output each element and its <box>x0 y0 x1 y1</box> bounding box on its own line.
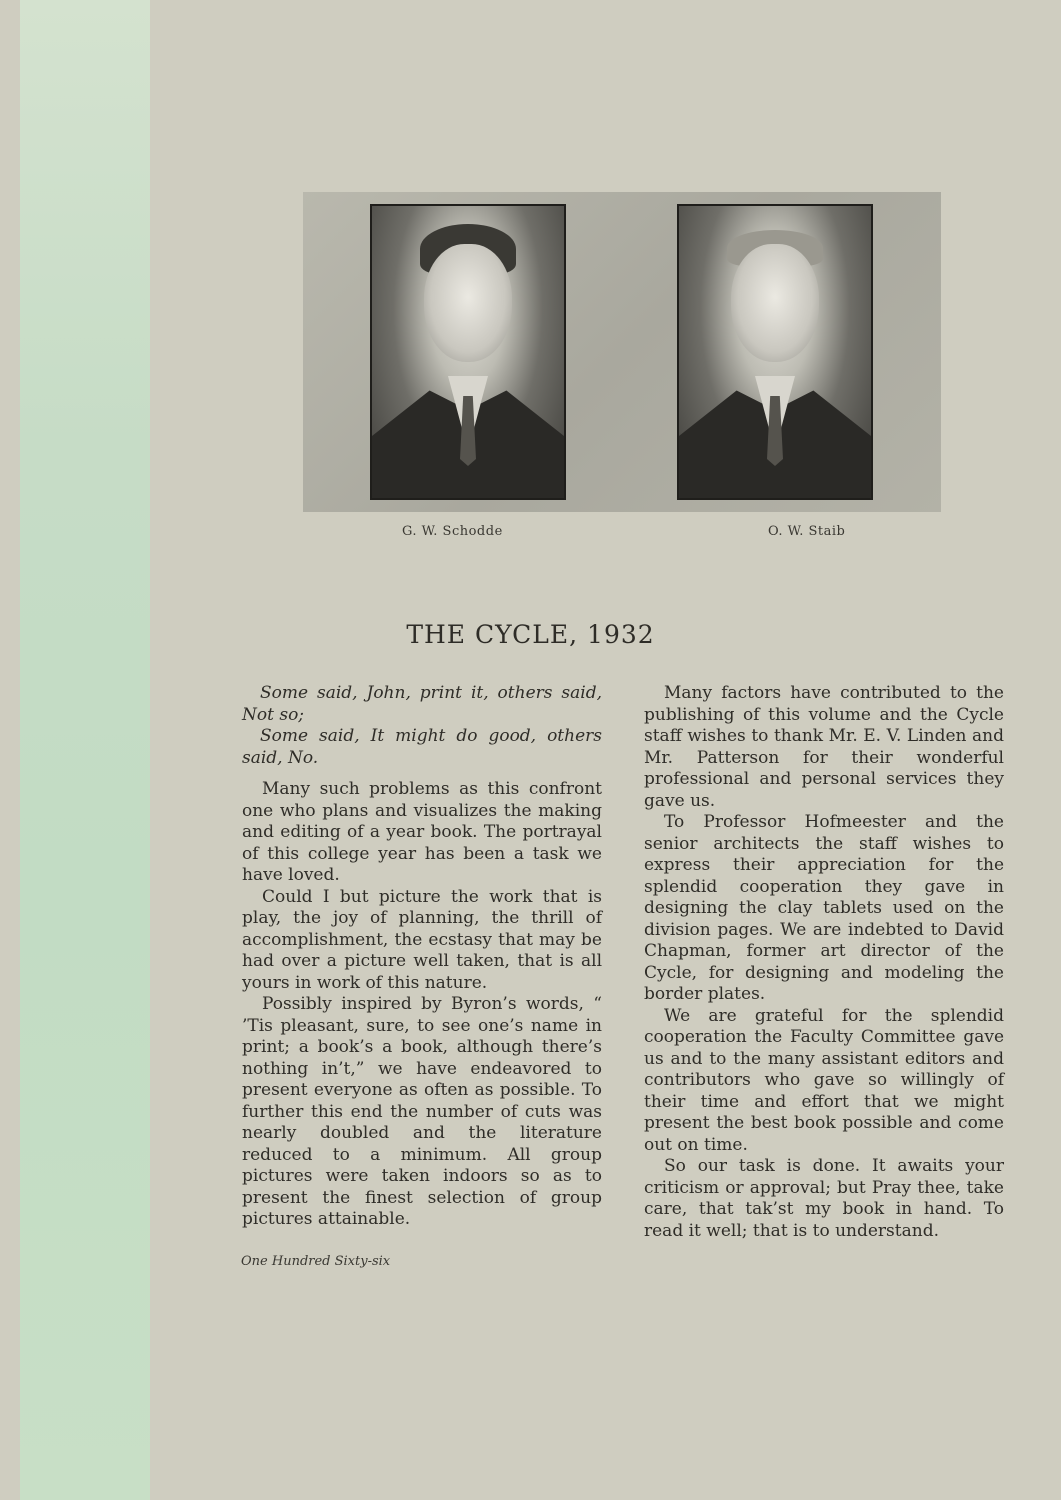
face <box>731 244 819 362</box>
paragraph: We are grateful for the splendid cooperation the Faculty Committee gave us and to the many assistant editors and contributors who gave so willingly of their time and effort that we might present the best book possible and come out on time. <box>644 1005 1004 1155</box>
page-number: One Hundred Sixty-six <box>241 1254 391 1269</box>
paragraph: Could I but picture the work that is play, the joy of planning, the thrill of accomplishment, the ecstasy that may be had over a picture well taken, that is all yours in work of this nature. <box>242 886 602 993</box>
face <box>424 244 512 362</box>
paragraph: So our task is done. It awaits your criticism or approval; but Pray thee, take care, that tak’st my book in hand. To read it well; that is to understand. <box>644 1156 1004 1241</box>
page-title: THE CYCLE, 1932 <box>406 620 655 649</box>
left-column <box>242 683 602 1231</box>
paragraph: To Professor Hofmeester and the senior architects the staff wishes to express their appreciation for the splendid cooperation they gave in designing the clay tablets used on the division pages. We are indebted to David Chapman, former art director of the Cycle, for designing and modeling the border plates. <box>644 812 1004 1004</box>
caption-right: O. W. Staib <box>768 524 846 539</box>
paragraph: Many factors have contributed to the publishing of this volume and the Cycle staff wishes to thank Mr. E. V. Linden and Mr. Patterson for their wonderful professional and personal services they gave us. <box>644 683 1004 811</box>
decorative-border-strip <box>0 0 150 1500</box>
verse-line: Some said, John, print it, others said, Not so; <box>242 683 602 725</box>
portrait-photo-staib <box>677 204 873 500</box>
verse <box>242 683 602 769</box>
paragraph: Possibly inspired by Byron’s words, “ ’Tis pleasant, sure, to see one’s name in print; a book’s a book, although there’s nothing in’t,” we have endeavored to present everyone as often as possible. To further this end the number of cuts was nearly doubled and the literature reduced to a minimum. All group pictures were taken indoors so as to present the finest selection of group pictures attainable. <box>242 994 602 1229</box>
portrait-photo-schodde <box>370 204 566 500</box>
right-column <box>644 683 1004 1242</box>
verse-line: Some said, It might do good, others said, No. <box>242 726 602 768</box>
paragraph: Many such problems as this confront one who plans and visualizes the making and editing of a year book. The portrayal of this college year has been a task we have loved. <box>242 779 602 885</box>
portrait-panel <box>303 192 941 512</box>
caption-left: G. W. Schodde <box>402 524 503 539</box>
